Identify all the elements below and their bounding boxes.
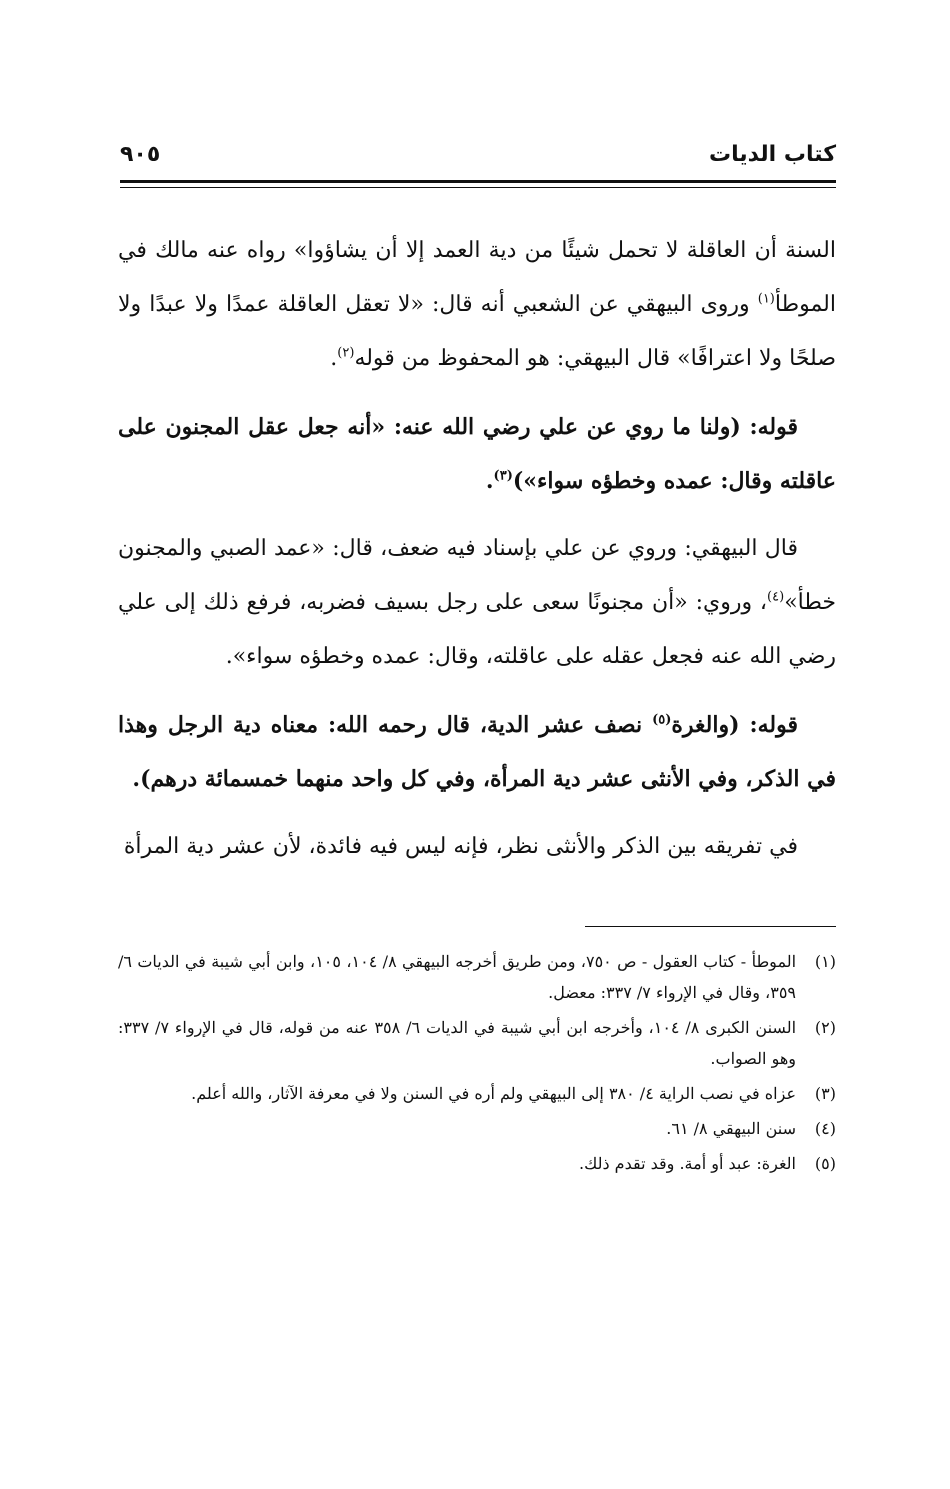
footnote-ref: (٢)	[337, 345, 355, 361]
footnote-item	[118, 946, 836, 1008]
footnote-number: (١)	[814, 952, 836, 971]
footnotes	[118, 946, 836, 1183]
footnote-ref: (٥)	[652, 712, 672, 728]
paragraph-text: نصف عشر الدية، قال رحمه الله: معناه دية الرجل وهذا في الذكر، وفي الأنثى عشر دية المرأة، وفي كل واحد منهما خمسمائة درهم).	[118, 712, 836, 792]
footnote-text: الموطأ - كتاب العقول - ص ٧٥٠، ومن طريق أخرجه البيهقي ٨/ ١٠٤، ١٠٥، وابن أبي شيبة في الديات ٦/ ٣٥٩، وقال في الإرواء ٧/ ٣٣٧: معضل.	[118, 952, 797, 1002]
footnote-item	[118, 1012, 836, 1074]
paragraph-2-quote	[118, 400, 836, 508]
page-number: ٩٠٥	[120, 142, 161, 167]
page-header	[120, 136, 836, 176]
paragraph-text: السنة أن العاقلة لا تحمل شيئًا من دية العمد إلا أن يشاؤوا» رواه عنه مالك في الموطأ	[118, 238, 836, 317]
footnote-item	[118, 1148, 836, 1179]
paragraph-text: وروى البيهقي عن الشعبي أنه قال: «لا تعقل العاقلة عمدًا ولا عبدًا ولا صلحًا ولا اعترافًا» قال البيهقي: هو المحفوظ من قوله	[118, 292, 836, 371]
paragraph-text: قوله: (ولنا ما روي عن علي رضي الله عنه: «أنه جعل عقل المجنون على عاقلته وقال: عمده وخطؤه سواء»)	[118, 414, 836, 494]
footnote-ref: (٣)	[493, 468, 513, 484]
paragraph-text: قوله: (والغرة	[671, 712, 798, 738]
footnote-number: (٥)	[814, 1154, 836, 1173]
footnote-text: السنن الكبرى ٨/ ١٠٤، وأخرجه ابن أبي شيبة في الديات ٦/ ٣٥٨ عنه من قوله، قال في الإرواء ٧/ ٣٣٧: وهو الصواب.	[118, 1018, 797, 1068]
footnote-item	[118, 1113, 836, 1144]
footnote-number: (٣)	[814, 1084, 836, 1103]
footnote-text: الغرة: عبد أو أمة. وقد تقدم ذلك.	[579, 1154, 796, 1173]
footnote-ref: (١)	[757, 291, 775, 307]
header-rule-thick	[120, 180, 836, 183]
paragraph-5	[118, 820, 836, 874]
chapter-title: كتاب الديات	[709, 142, 836, 167]
footnote-separator	[585, 926, 836, 927]
footnote-item	[118, 1078, 836, 1109]
paragraph-text: ، وروي: «أن مجنونًا سعى على رجل بسيف فضربه، فرفع ذلك إلى علي رضي الله عنه فجعل عقله على عاقلته، وقال: عمده وخطؤه سواء».	[118, 590, 836, 669]
paragraph-text: في تفريقه بين الذكر والأنثى نظر، فإنه ليس فيه فائدة، لأن عشر دية المرأة	[123, 834, 798, 859]
paragraph-text: .	[485, 468, 494, 494]
paragraph-3	[118, 522, 836, 684]
footnote-text: عزاه في نصب الراية ٤/ ٣٨٠ إلى البيهقي ولم أره في السنن ولا في معرفة الآثار، والله أعلم.	[191, 1084, 796, 1103]
paragraph-text: قال البيهقي: وروي عن علي بإسناد فيه ضعف، قال: «عمد الصبي والمجنون خطأ»	[118, 536, 836, 615]
footnote-number: (٤)	[814, 1119, 836, 1138]
paragraph-4-quote	[118, 698, 836, 806]
header-rule-thin	[120, 187, 836, 188]
footnote-number: (٢)	[814, 1018, 836, 1037]
footnote-text: سنن البيهقي ٨/ ٦١.	[666, 1119, 796, 1138]
paragraph-1	[118, 224, 836, 386]
footnote-ref: (٤)	[767, 589, 785, 605]
main-text	[118, 224, 836, 888]
paragraph-text: .	[330, 346, 338, 371]
